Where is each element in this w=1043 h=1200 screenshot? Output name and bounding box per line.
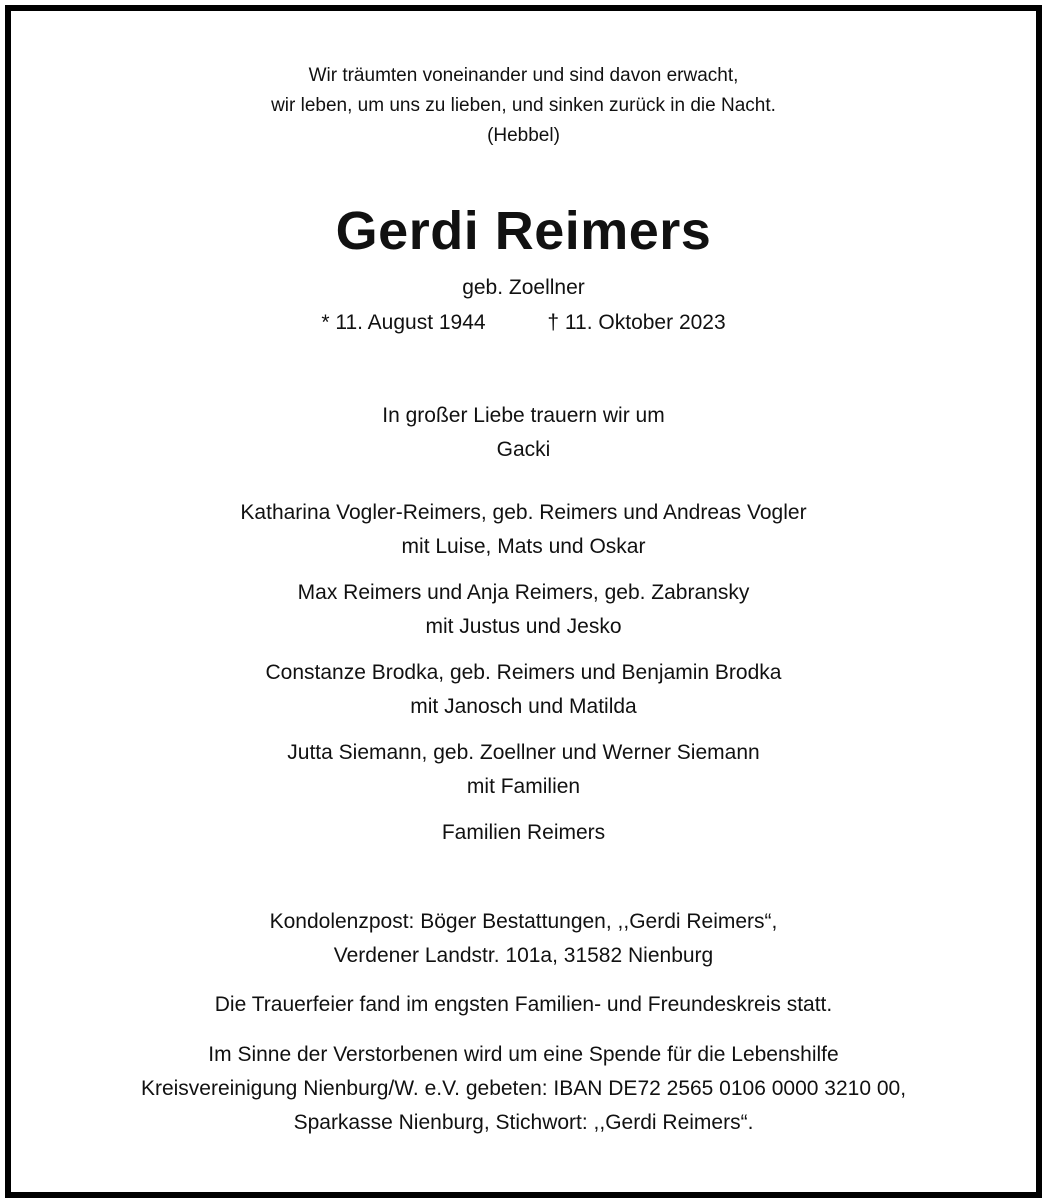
mourning-intro: In großer Liebe trauern wir um xyxy=(382,404,665,427)
life-dates xyxy=(11,309,1036,337)
condolence-line-1: Kondolenzpost: Böger Bestattungen, ,,Gerdi Reimers“, xyxy=(269,910,778,933)
obituary-frame xyxy=(5,5,1042,1198)
donation-line-1: Im Sinne der Verstorbenen wird um eine Spende für die Lebenshilfe xyxy=(208,1043,839,1066)
quote-line-1: Wir träumten voneinander und sind davon erwacht, xyxy=(308,65,739,86)
quote-line-2: wir leben, um uns zu lieben, und sinken zurück in die Nacht. xyxy=(271,95,776,116)
deceased-name: Gerdi Reimers xyxy=(335,201,712,261)
nickname: Gacki xyxy=(496,438,551,461)
service-note: Die Trauerfeier fand im engsten Familien- und Freundeskreis statt. xyxy=(214,993,833,1016)
quote-author: (Hebbel) xyxy=(487,125,560,146)
mourner-3-names: Constanze Brodka, geb. Reimers und Benjamin Brodka xyxy=(265,661,782,684)
mourner-1-names: Katharina Vogler-Reimers, geb. Reimers und Andreas Vogler xyxy=(240,501,807,524)
donation-line-3: Sparkasse Nienburg, Stichwort: ,,Gerdi Reimers“. xyxy=(293,1111,754,1134)
maiden-name: geb. Zoellner xyxy=(462,276,585,299)
mourner-5-names: Familien Reimers xyxy=(441,821,606,844)
mourner-3-children: mit Janosch und Matilda xyxy=(410,695,637,718)
mourner-1-children: mit Luise, Mats und Oskar xyxy=(401,535,646,558)
donation-line-2: Kreisvereinigung Nienburg/W. e.V. gebeten: IBAN DE72 2565 0106 0000 3210 00, xyxy=(140,1077,907,1100)
mourner-4-names: Jutta Siemann, geb. Zoellner und Werner Siemann xyxy=(287,741,760,764)
death-date: † 11. Oktober 2023 xyxy=(547,311,726,334)
mourner-2-children: mit Justus und Jesko xyxy=(425,615,622,638)
mourner-4-children: mit Familien xyxy=(466,775,581,798)
birth-date: * 11. August 1944 xyxy=(321,311,486,334)
mourner-2-names: Max Reimers und Anja Reimers, geb. Zabransky xyxy=(297,581,750,604)
condolence-line-2: Verdener Landstr. 101a, 31582 Nienburg xyxy=(333,944,714,967)
